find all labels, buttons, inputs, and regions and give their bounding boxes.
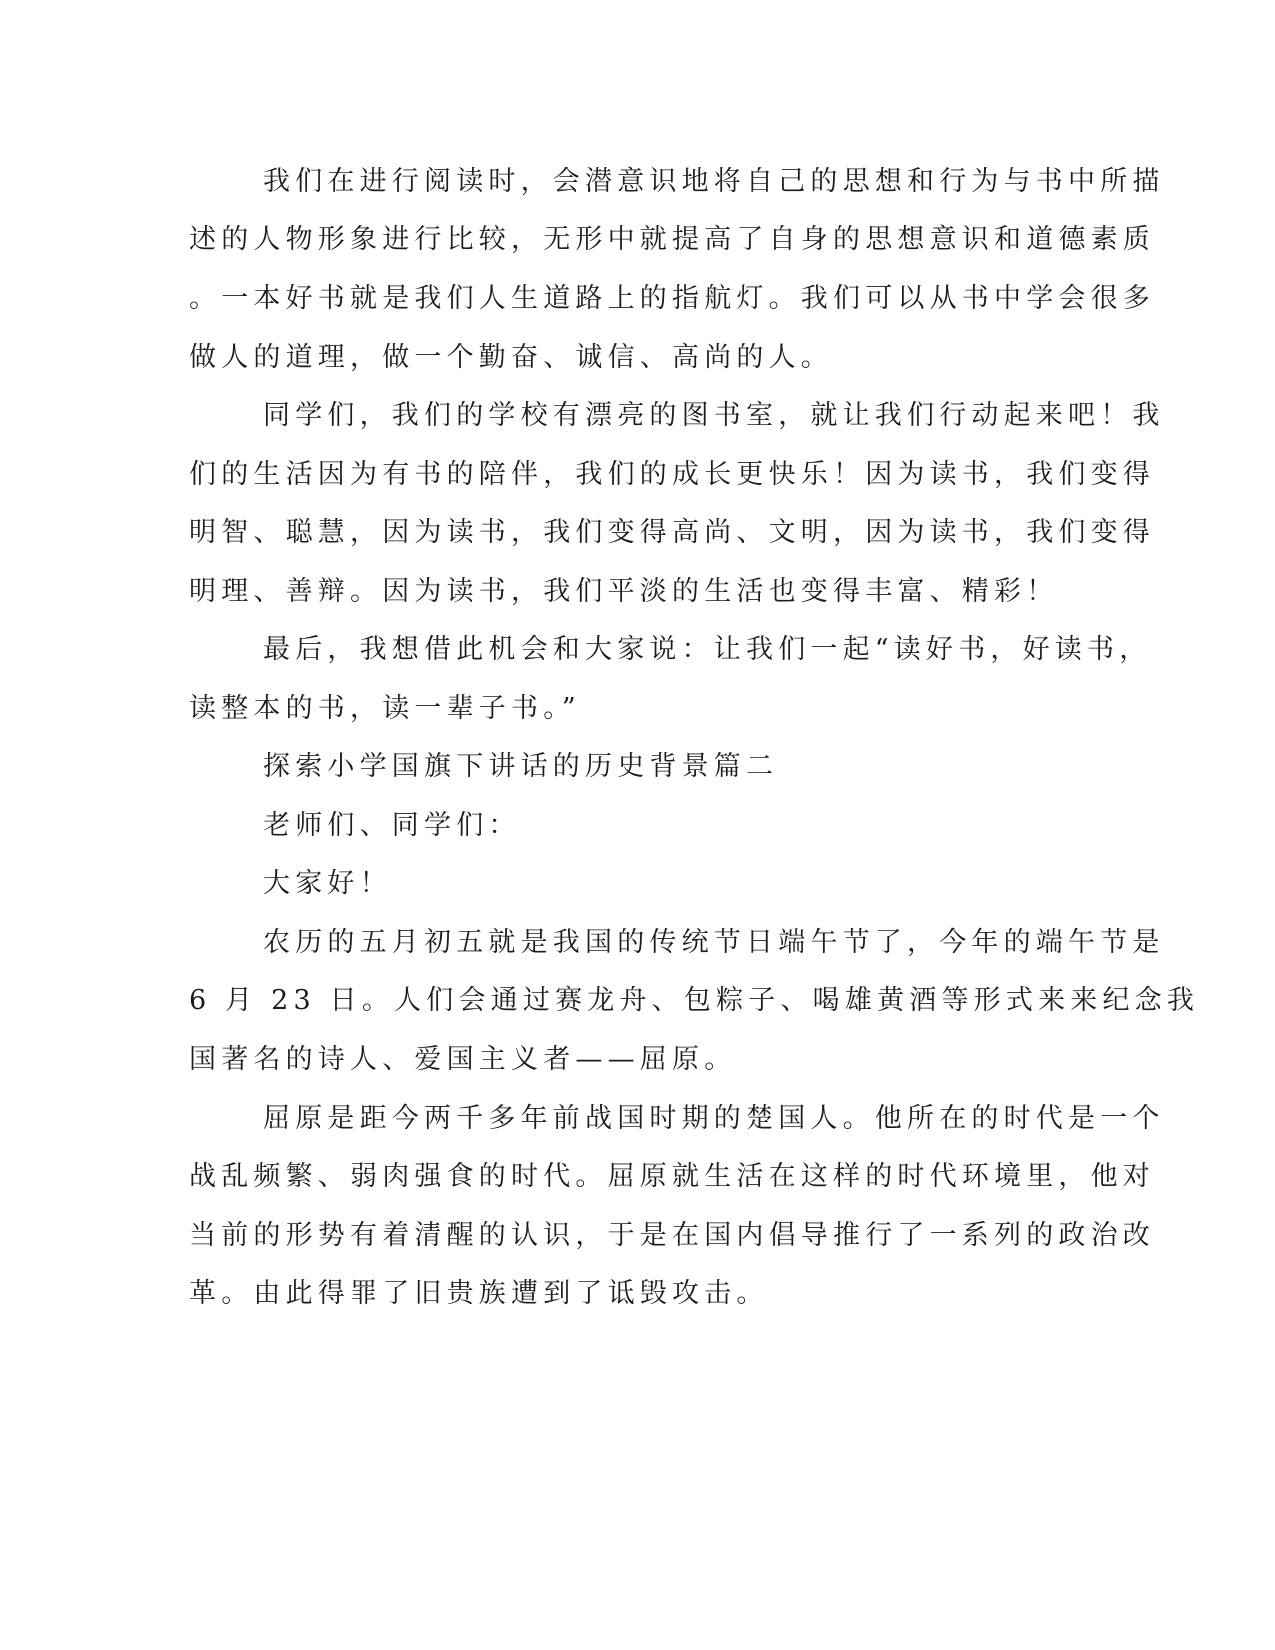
paragraph-line: 同学们，我们的学校有漂亮的图书室，就让我们行动起来吧！我 <box>263 400 1165 431</box>
paragraph-line: 当前的形势有着清醒的认识，于是在国内倡导推行了一系列的政治改 <box>189 1220 1155 1251</box>
greeting: 大家好！ <box>263 868 392 899</box>
paragraph-line: 。一本好书就是我们人生道路上的指航灯。我们可以从书中学会很多 <box>189 283 1155 314</box>
paragraph-line: 读整本的书，读一辈子书。” <box>189 693 581 724</box>
paragraph-line: 革。由此得罪了旧贵族遭到了诋毁攻击。 <box>189 1278 769 1309</box>
paragraph-line: 农历的五月初五就是我国的传统节日端午节了，今年的端午节是 <box>263 927 1165 958</box>
paragraph-line: 战乱频繁、弱肉强食的时代。屈原就生活在这样的时代环境里，他对 <box>189 1161 1155 1192</box>
salutation: 老师们、同学们： <box>263 810 521 841</box>
paragraph-line: 最后，我想借此机会和大家说：让我们一起“读好书，好读书， <box>263 634 1152 665</box>
section-title: 探索小学国旗下讲话的历史背景篇二 <box>263 751 779 782</box>
paragraph-line: 屈原是距今两千多年前战国时期的楚国人。他所在的时代是一个 <box>263 1103 1165 1134</box>
paragraph-line: 做人的道理，做一个勤奋、诚信、高尚的人。 <box>189 342 833 373</box>
paragraph-line: 们的生活因为有书的陪伴，我们的成长更快乐！因为读书，我们变得 <box>189 459 1155 490</box>
paragraph-line: 述的人物形象进行比较，无形中就提高了自身的思想意识和道德素质 <box>189 224 1155 255</box>
paragraph-line: 6 月 23 日。人们会通过赛龙舟、包粽子、喝雄黄酒等形式来来纪念我 <box>189 985 1200 1016</box>
paragraph-line: 我们在进行阅读时，会潜意识地将自己的思想和行为与书中所描 <box>263 166 1165 197</box>
paragraph-line: 明理、善辩。因为读书，我们平淡的生活也变得丰富、精彩！ <box>189 576 1059 607</box>
paragraph-line: 国著名的诗人、爱国主义者——屈原。 <box>189 1044 737 1075</box>
paragraph-line: 明智、聪慧，因为读书，我们变得高尚、文明，因为读书，我们变得 <box>189 517 1155 548</box>
